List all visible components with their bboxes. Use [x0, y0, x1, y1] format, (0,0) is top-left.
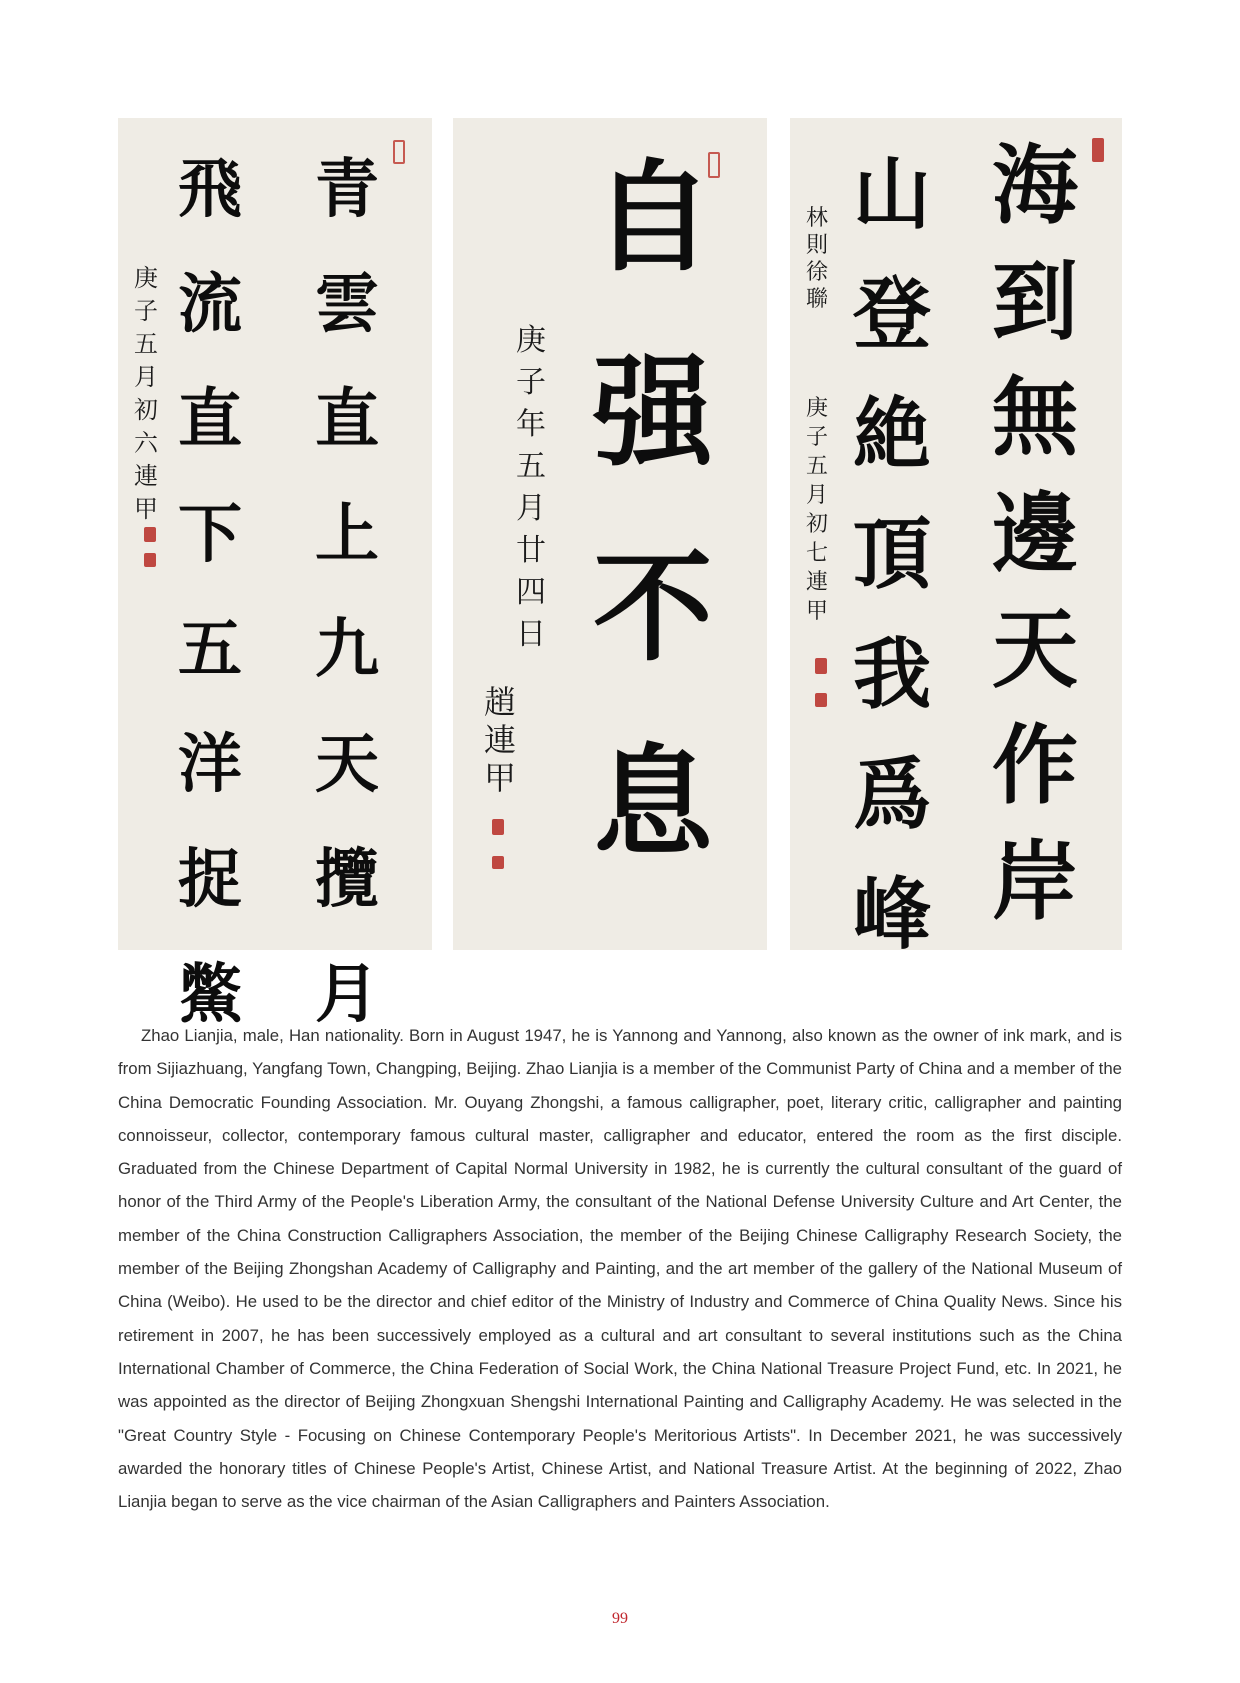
- calligraphy-character: 海: [992, 135, 1078, 236]
- calligraphy-character: 邊: [992, 483, 1078, 584]
- seal-stamp: [144, 553, 156, 567]
- calligraphy-character: 息: [593, 732, 713, 873]
- calligraphy-character: 庚: [805, 396, 828, 421]
- seal-stamp: [1092, 138, 1104, 162]
- seal-stamp: [393, 140, 405, 164]
- calligraphy-character: 庚: [516, 323, 546, 358]
- seal-stamp: [492, 856, 504, 869]
- calligraphy-character: 飛: [178, 152, 242, 227]
- couplet-left-column: [842, 149, 942, 960]
- calligraphy-character: 九: [315, 612, 379, 687]
- calligraphy-character: 自: [593, 147, 713, 288]
- calligraphy-character: 月: [805, 483, 828, 508]
- calligraphy-character: 鱉: [178, 957, 242, 1032]
- calligraphy-character: 日: [516, 617, 546, 652]
- calligraphy-character: 甲: [483, 759, 516, 797]
- calligraphy-character: 洋: [178, 727, 242, 802]
- calligraphy-character: 山: [852, 149, 931, 240]
- calligraphy-character: 七: [805, 541, 828, 566]
- calligraphy-character: 天: [315, 727, 379, 802]
- calligraphy-character: 子: [805, 425, 828, 450]
- calligraphy-character: 雲: [315, 267, 379, 342]
- calligraphy-character: 不: [593, 537, 713, 678]
- calligraphy-character: 到: [992, 251, 1078, 352]
- calligraphy-character: 下: [178, 497, 242, 572]
- calligraphy-character: 六: [134, 429, 158, 457]
- calligraphy-character: 則: [805, 233, 828, 258]
- calligraphy-character: 甲: [134, 495, 158, 523]
- calligraphy-character: 强: [593, 342, 713, 483]
- calligraphy-character: 攬: [315, 842, 379, 917]
- calligraphy-character: 聯: [805, 287, 828, 312]
- calligraphy-character: 天: [992, 599, 1078, 700]
- calligraphy-character: 直: [315, 382, 379, 457]
- calligraphy-character: 五: [805, 454, 828, 479]
- calligraphy-character: 上: [315, 497, 379, 572]
- calligraphy-character: 連: [134, 462, 158, 490]
- calligraphy-character: 初: [134, 396, 158, 424]
- calligraphy-character: 頂: [852, 509, 931, 600]
- calligraphy-character: 登: [852, 269, 931, 360]
- calligraphy-scroll-3: [790, 118, 1122, 960]
- calligraphy-character: 我: [852, 629, 931, 720]
- calligraphy-scroll-1: [118, 118, 432, 1032]
- page-number: 99: [612, 1610, 628, 1627]
- calligraphy-character: 五: [516, 449, 546, 484]
- date-inscription: [129, 266, 163, 521]
- calligraphy-character: 青: [315, 152, 379, 227]
- seal-stamp: [815, 693, 827, 707]
- couplet-credit: [802, 208, 832, 311]
- calligraphy-character: 四: [516, 575, 546, 610]
- calligraphy-character: 月: [315, 957, 379, 1032]
- calligraphy-character: 月: [516, 491, 546, 526]
- calligraphy-character: 岸: [992, 831, 1078, 932]
- calligraphy-character: 甲: [805, 599, 828, 624]
- calligraphy-character: 年: [516, 407, 546, 442]
- date-inscription: [514, 323, 548, 652]
- calligraphy-character: 流: [178, 267, 242, 342]
- calligraphy-character: 徐: [805, 260, 828, 285]
- calligraphy-character: 五: [178, 612, 242, 687]
- calligraphy-character: 庚: [134, 264, 158, 292]
- calligraphy-character: 爲: [852, 749, 931, 840]
- calligraphy-character: 趙: [483, 683, 516, 721]
- date-inscription: [802, 398, 832, 623]
- calligraphy-character: 絶: [852, 389, 931, 480]
- calligraphy-character: 無: [992, 367, 1078, 468]
- calligraphy-character: 連: [483, 721, 516, 759]
- calligraphy-character: 子: [134, 297, 158, 325]
- couplet-right-column: [980, 135, 1090, 932]
- calligraphy-character: 月: [134, 363, 158, 391]
- seal-stamp: [144, 527, 156, 542]
- seal-stamp: [492, 819, 504, 835]
- main-characters: [583, 147, 723, 873]
- calligraphy-character: 連: [805, 570, 828, 595]
- artist-biography: Zhao Lianjia, male, Han nationality. Born in August 1947, he is Yannong and Yannong, also known as the owner of ink mark, and is from Sijiazhuang, Yangfang Town, Changping, Beijing. Zhao Lianjia is a member of the Communist Party of China and a member of the China Democratic Founding Association. Mr. Ouyang Zhongshi, a famous calligrapher, poet, literary critic, calligrapher and painting connoisseur, collector, contemporary famous cultural master, calligrapher and educator, entered the room as the first disciple. Graduated from the Chinese Department of Capital Normal University in 1982, he is currently the cultural consultant of the guard of honor of the Third Army of the People's Liberation Army, the consultant of the National Defense University Culture and Art Center, the member of the China Construction Calligraphers Association, the member of the Beijing Chinese Calligraphy Research Society, the member of the Beijing Zhongshan Academy of Calligraphy and Painting, and the art member of the gallery of the National Museum of China (Weibo). He used to be the director and chief editor of the Ministry of Industry and Commerce of China Quality News. Since his retirement in 2007, he has been successively employed as a cultural and art consultant to several institutions such as the China International Chamber of Commerce, the China Federation of Social Work, the China National Treasure Project Fund, etc. In 2021, he was appointed as the director of Beijing Zhongxuan Shengshi International Painting and Calligraphy Academy. He was selected in the "Great Country Style - Focusing on Chinese Contemporary People's Meritorious Artists". In December 2021, he was successively awarded the honorary titles of Chinese People's Artist, Chinese Artist, and National Treasure Artist. At the beginning of 2022, Zhao Lianjia began to serve as the vice chairman of the Asian Calligraphers and Painters Association.: [118, 1026, 1122, 1512]
- calligraphy-scroll-2: [453, 118, 767, 950]
- calligraphy-character: 直: [178, 382, 242, 457]
- calligraphy-character: 峰: [852, 869, 931, 960]
- calligraphy-character: 五: [134, 330, 158, 358]
- artist-signature: [480, 683, 520, 797]
- calligraphy-character: 捉: [178, 842, 242, 917]
- calligraphy-character: 子: [516, 365, 546, 400]
- couplet-left-column: [170, 152, 250, 1032]
- calligraphy-character: 初: [805, 512, 828, 537]
- calligraphy-character: 林: [805, 206, 828, 231]
- seal-stamp: [815, 658, 827, 674]
- calligraphy-character: 廿: [516, 533, 546, 568]
- couplet-right-column: [307, 152, 387, 1032]
- calligraphy-character: 作: [992, 715, 1078, 816]
